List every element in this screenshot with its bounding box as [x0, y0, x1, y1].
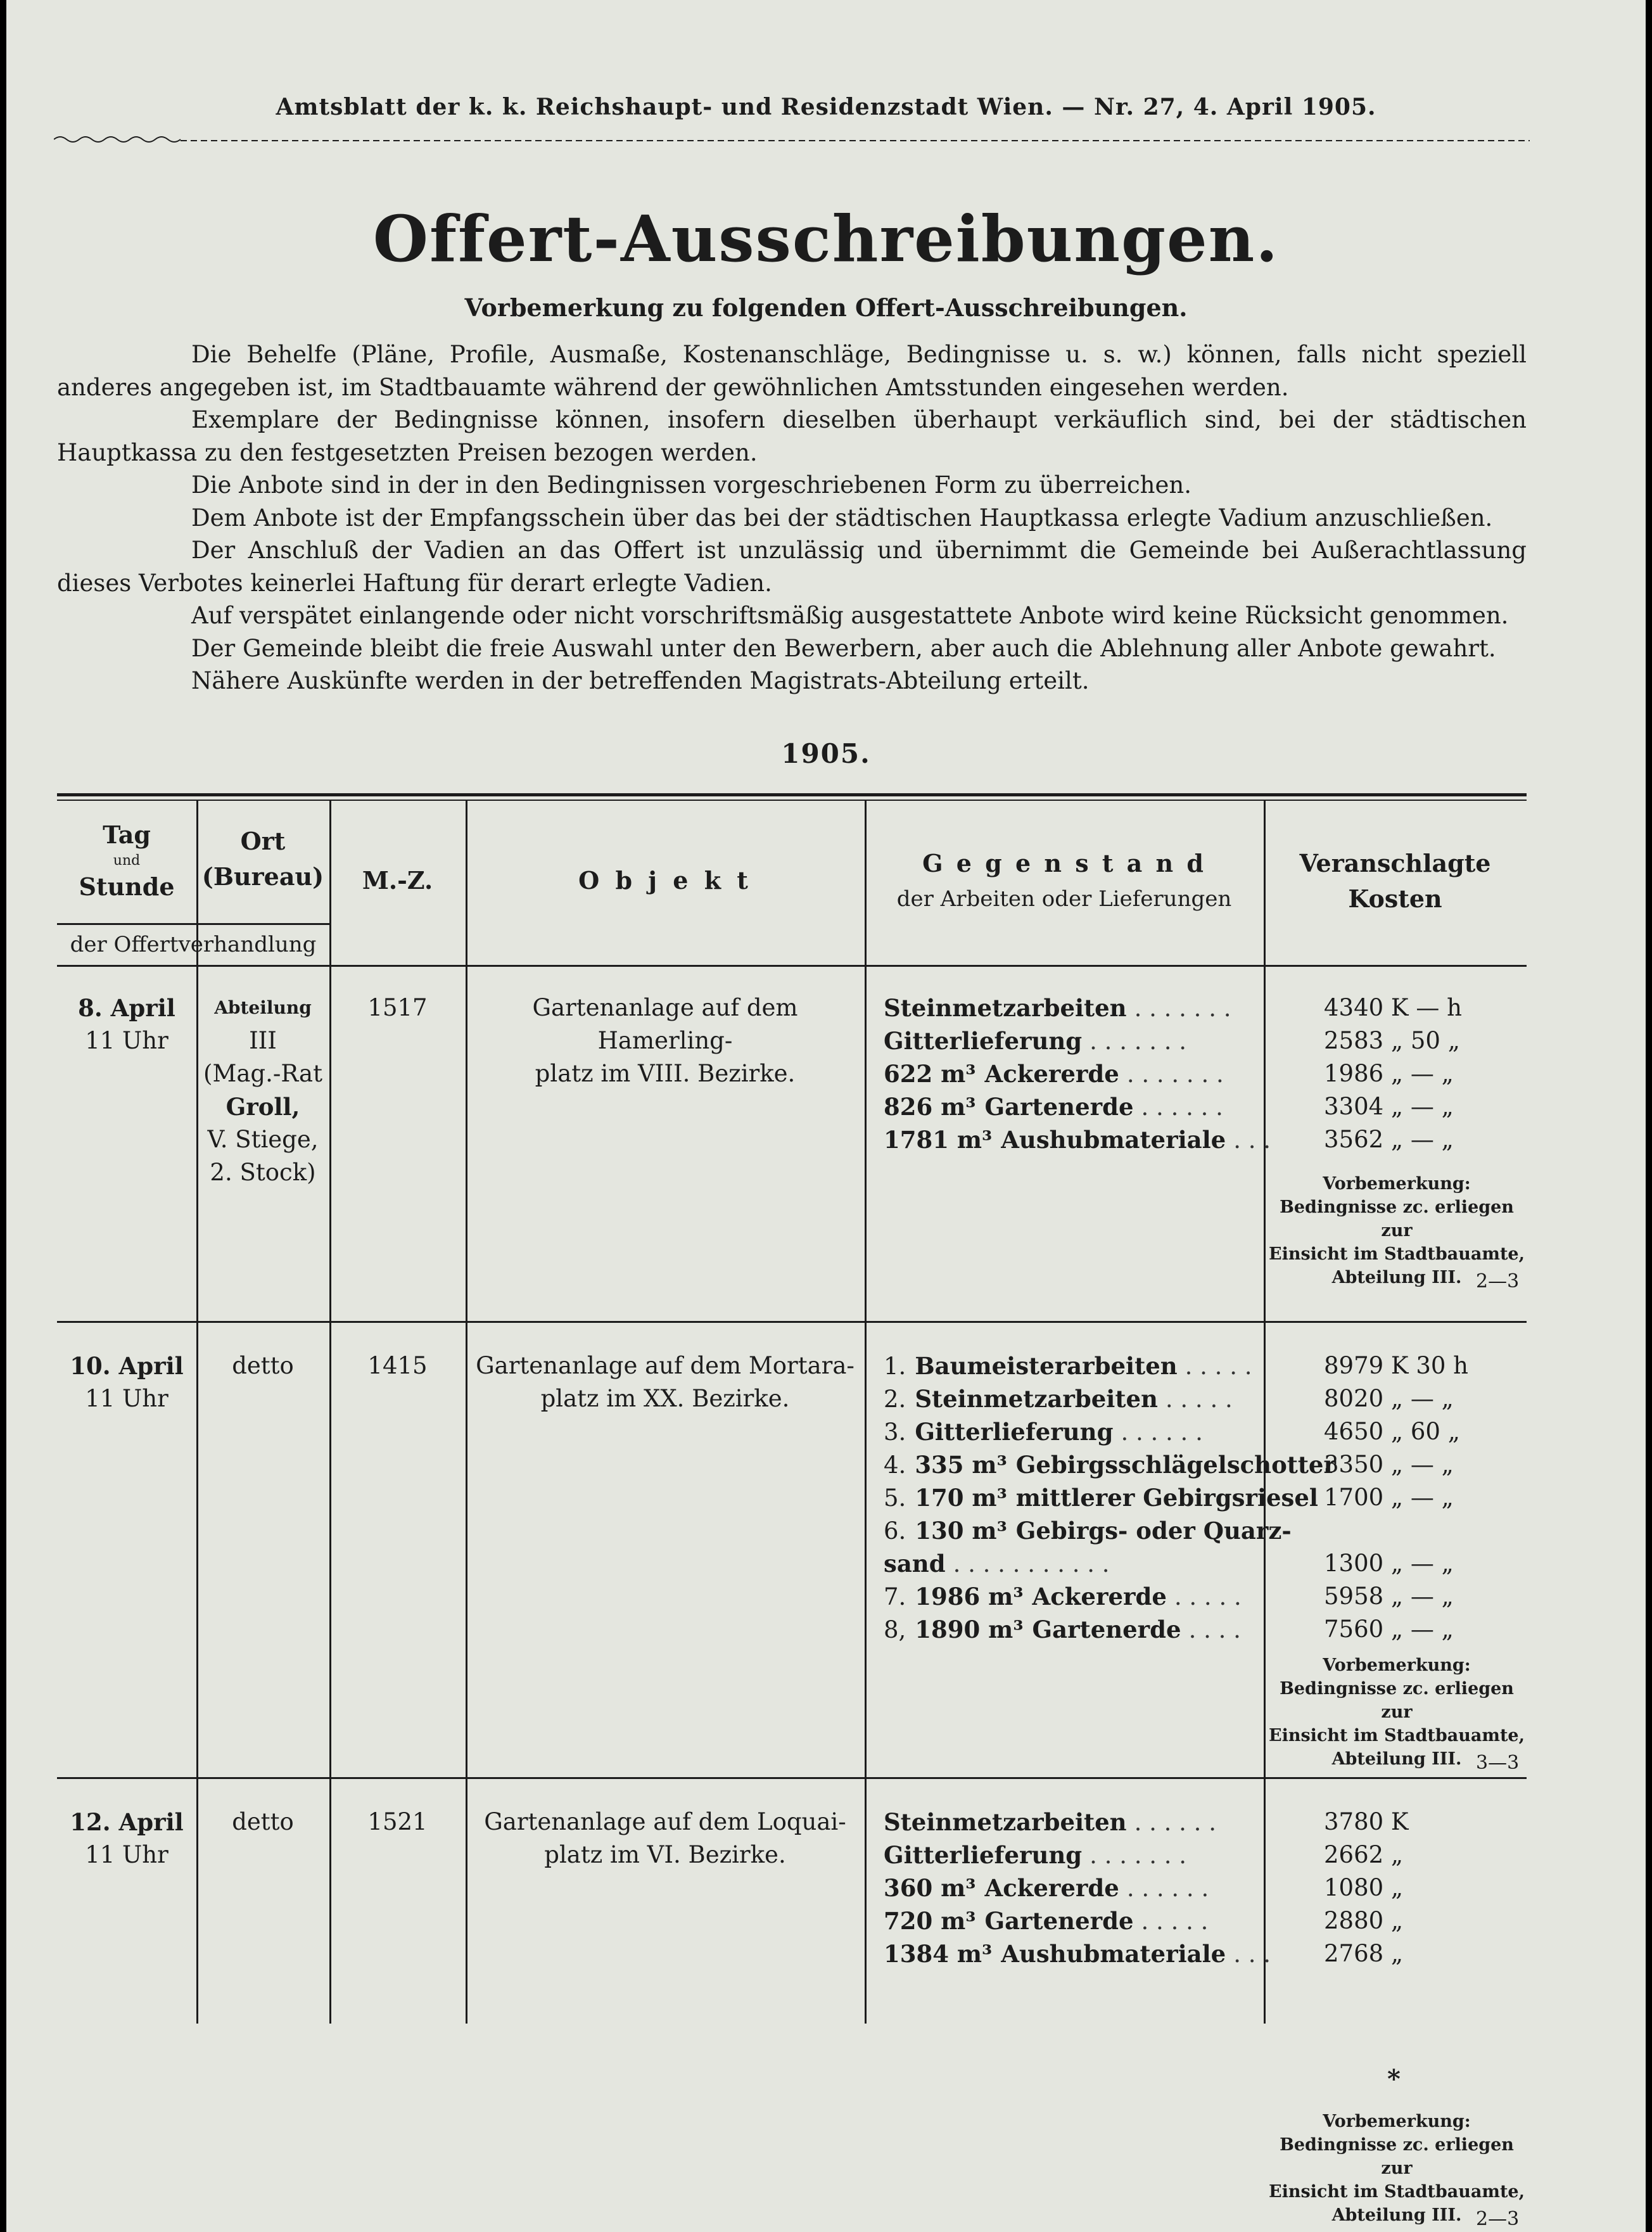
- ort-line: (Mag.-Rat: [203, 1060, 322, 1087]
- wavy-rule: [54, 127, 1530, 152]
- item-line: [884, 1872, 1264, 1904]
- item-quantity: 360 m³: [884, 1874, 976, 1902]
- cost-value: 3562 „ — „: [1324, 1126, 1454, 1153]
- note-line: Vorbemerkung:: [1323, 1655, 1471, 1675]
- ort-line: Groll,: [226, 1093, 300, 1121]
- item-quantity: 720 m³: [884, 1907, 976, 1935]
- header-kosten: [1264, 846, 1527, 917]
- objekt-cell: [466, 1806, 865, 1872]
- item-number: 5.: [884, 1484, 906, 1512]
- objekt-line: platz im VIII. Bezirke.: [535, 1060, 796, 1087]
- note-line: Vorbemerkung:: [1323, 2112, 1471, 2131]
- cost-value: 3780 K: [1324, 1808, 1409, 1835]
- item-quantity: 170 m³: [915, 1484, 1007, 1512]
- offer-code: 3—3: [1476, 1752, 1520, 1774]
- date-text: 10. April: [70, 1352, 184, 1380]
- cost-value: 1080 „: [1324, 1874, 1404, 1901]
- item-name: Aushubmateriale: [1001, 1940, 1226, 1968]
- item-name: Gartenerde: [984, 1093, 1134, 1121]
- item-name: Aushubmateriale: [1001, 1126, 1226, 1154]
- item-name: Gebirgs- oder Quarz-: [1015, 1517, 1292, 1545]
- item-name: Ackererde: [1032, 1583, 1167, 1610]
- item-line: [884, 1547, 1264, 1580]
- kosten-cell: [1299, 992, 1508, 1156]
- item-quantity: 1781 m³: [884, 1126, 993, 1154]
- item-line: [884, 1904, 1264, 1937]
- item-dots: . . . . .: [1165, 1386, 1233, 1413]
- item-quantity: 826 m³: [884, 1093, 976, 1121]
- item-line: [884, 992, 1264, 1024]
- date-text: 12. April: [70, 1808, 184, 1836]
- item-dots: . . . .: [1188, 1616, 1241, 1643]
- objekt-line: platz im XX. Bezirke.: [540, 1385, 790, 1412]
- cost-value: 3304 „ — „: [1324, 1093, 1454, 1120]
- item-dots: . . . . .: [1174, 1583, 1242, 1610]
- item-dots: . . . . . .: [1121, 1419, 1203, 1446]
- header-gegenstand-label: G e g e n s t a n d: [922, 849, 1206, 877]
- cost-value: 1300 „ — „: [1324, 1550, 1454, 1577]
- cost-value: 1700 „ — „: [1324, 1484, 1454, 1511]
- cost-value: 2583 „ 50 „: [1324, 1027, 1460, 1054]
- item-line: [884, 1514, 1292, 1547]
- date-cell: [57, 1806, 196, 1872]
- cost-value: 2880 „: [1324, 1907, 1404, 1934]
- item-number: 4.: [884, 1451, 906, 1479]
- header-gegenstand: [865, 846, 1264, 917]
- item-line: [884, 1806, 1264, 1839]
- item-dots: . . .: [1233, 1941, 1271, 1968]
- mz-cell: 1415: [367, 1352, 428, 1379]
- date-text: 8. April: [78, 994, 175, 1022]
- cost-value: 8979 K 30 h: [1324, 1352, 1468, 1379]
- item-dots: . . . . . . .: [1090, 1842, 1187, 1869]
- intro-paragraph: Die Behelfe (Pläne, Profile, Ausmaße, Kostenanschläge, Bedingnisse u. s. w.) können, falls nicht speziell anderes angegeben ist, im Stadtbauamte während der gewöhnlichen Amtsstunden eingesehen werden.: [57, 341, 1527, 401]
- item-number: 6.: [884, 1517, 906, 1545]
- item-number: 7.: [884, 1583, 906, 1610]
- intro-paragraph: Nähere Auskünfte werden in der betreffenden Magistrats-Abteilung erteilt.: [191, 667, 1090, 694]
- table-top-rule-thin: [57, 800, 1527, 801]
- item-number: 1.: [884, 1353, 906, 1380]
- header-stunde-label: Stunde: [79, 872, 175, 901]
- gegenstand-cell: [884, 992, 1271, 1156]
- note-line: Einsicht im Stadtbauamte,: [1268, 1244, 1525, 1264]
- cost-value: 4340 K — h: [1324, 994, 1462, 1021]
- note-line: Abteilung III.: [1331, 1268, 1462, 1287]
- note-line: Bedingnisse zc. erliegen zur: [1280, 1197, 1514, 1240]
- item-name: mittlerer Gebirgsriesel: [1015, 1484, 1318, 1512]
- item-name: Ackererde: [984, 1874, 1119, 1902]
- cost-value: [1299, 1514, 1508, 1547]
- kosten-cell: [1299, 1806, 1508, 1970]
- col-divider: [1264, 801, 1266, 2024]
- item-name: Gitterlieferung: [884, 1027, 1083, 1055]
- item-name: Gartenerde: [984, 1907, 1134, 1935]
- note-line: Vorbemerkung:: [1323, 1174, 1471, 1194]
- item-name: Steinmetzarbeiten: [915, 1385, 1158, 1413]
- ort-cell: [196, 992, 329, 1189]
- objekt-line: Gartenanlage auf dem Hamerling-: [532, 994, 798, 1054]
- header-kosten-label: Veranschlagte: [1299, 849, 1491, 877]
- intro-text: [57, 338, 1527, 698]
- item-number: 8,: [884, 1616, 906, 1643]
- item-line: [884, 1613, 1264, 1646]
- table-top-rule: [57, 793, 1527, 796]
- header-kosten-label2: Kosten: [1348, 884, 1442, 913]
- item-name: Gitterlieferung: [884, 1841, 1083, 1869]
- page: [6, 0, 1646, 2232]
- header-sub-rule: [57, 923, 329, 925]
- note-line: Abteilung III.: [1331, 1749, 1462, 1769]
- intro-paragraph: Die Anbote sind in der in den Bedingnissen vorgeschriebenen Form zu überreichen.: [191, 471, 1191, 499]
- item-dots: . . . . .: [1185, 1353, 1252, 1380]
- item-line: [884, 1448, 1336, 1481]
- ort-line: detto: [232, 1352, 294, 1379]
- offer-code: 2—3: [1476, 1270, 1520, 1292]
- mz-cell: 1517: [367, 994, 428, 1021]
- header-gegenstand-sub: der Arbeiten oder Lieferungen: [896, 886, 1232, 912]
- ort-line: detto: [232, 1808, 294, 1835]
- item-dots: . . . . . .: [1134, 1809, 1216, 1836]
- date-cell: [57, 992, 196, 1057]
- ort-line: III: [249, 1027, 277, 1054]
- cost-value: 2768 „: [1324, 1940, 1404, 1967]
- item-name: Gitterlieferung: [915, 1418, 1114, 1446]
- cost-value: 5958 „ — „: [1324, 1583, 1454, 1610]
- header-objekt: O b j e k t: [578, 866, 752, 895]
- objekt-line: Gartenanlage auf dem Mortara-: [476, 1352, 855, 1379]
- item-name: Gebirgsschlägelschotter: [1015, 1451, 1336, 1479]
- kosten-cell: [1299, 1349, 1508, 1646]
- subtitle: Vorbemerkung zu folgenden Offert-Ausschreibungen.: [464, 293, 1188, 322]
- header-mz: M.-Z.: [362, 866, 433, 895]
- item-line: [884, 1415, 1264, 1448]
- note-line: Abteilung III.: [1331, 2205, 1462, 2225]
- item-quantity: 1986 m³: [915, 1583, 1024, 1610]
- header-bureau-label: (Bureau): [201, 862, 324, 891]
- mz-cell: 1521: [367, 1808, 428, 1835]
- item-dots: . . . . .: [1141, 1908, 1209, 1935]
- table-header-rule: [57, 965, 1527, 967]
- objekt-line: Gartenanlage auf dem Loquai-: [484, 1808, 846, 1835]
- cost-value: 4650 „ 60 „: [1324, 1418, 1460, 1445]
- intro-paragraph: Auf verspätet einlangende oder nicht vorschriftsmäßig ausgestattete Anbote wird keine Rücksicht genommen.: [191, 602, 1509, 629]
- row-separator: [57, 1777, 1527, 1779]
- header-tag: [57, 817, 196, 905]
- item-line: [884, 1937, 1271, 1970]
- col-divider: [196, 801, 198, 2024]
- ort-line: V. Stiege,: [207, 1126, 319, 1153]
- item-dots: . . . . . .: [1141, 1094, 1223, 1121]
- header-ort-label: Ort: [240, 827, 286, 855]
- objekt-cell: [466, 992, 865, 1090]
- year-heading: 1905.: [781, 738, 871, 769]
- item-line: [884, 1349, 1264, 1382]
- item-line: [884, 1481, 1318, 1514]
- intro-paragraph: Exemplare der Bedingnisse können, insofern dieselben überhaupt verkäuflich sind, bei der städtischen Hauptkassa zu den festgesetzten Preisen bezogen werden.: [57, 406, 1527, 466]
- item-line: [884, 1057, 1264, 1090]
- gegenstand-cell: [884, 1349, 1336, 1646]
- item-dots: . . . . . . .: [1126, 1061, 1224, 1088]
- note-line: Einsicht im Stadtbauamte,: [1268, 1726, 1525, 1745]
- row-separator: [57, 1321, 1527, 1323]
- footer-mark: *: [1387, 2064, 1401, 2094]
- cost-value: 8020 „ — „: [1324, 1385, 1454, 1412]
- item-name: Steinmetzarbeiten: [884, 994, 1127, 1022]
- item-quantity: 1890 m³: [915, 1616, 1024, 1643]
- item-line: [884, 1382, 1264, 1415]
- item-number: 2.: [884, 1386, 906, 1413]
- ort-cell: [196, 1806, 329, 1839]
- col-divider: [865, 801, 867, 2024]
- item-name: Gartenerde: [1032, 1616, 1181, 1643]
- item-line: [884, 1839, 1264, 1872]
- item-dots: . . . . . . . . . . .: [953, 1550, 1110, 1578]
- item-line: [884, 1580, 1264, 1613]
- item-dots: . . . . . .: [1126, 1875, 1209, 1902]
- date-cell: [57, 1349, 196, 1415]
- objekt-line: platz im VI. Bezirke.: [544, 1841, 786, 1868]
- header-tag-label: Tag: [103, 820, 151, 849]
- item-quantity: 622 m³: [884, 1060, 976, 1088]
- item-dots: . . . . . . .: [1090, 1028, 1187, 1055]
- item-name: Steinmetzarbeiten: [884, 1808, 1127, 1836]
- item-quantity: 335 m³: [915, 1451, 1007, 1479]
- running-header: Amtsblatt der k. k. Reichshaupt- und Residenzstadt Wien. — Nr. 27, 4. April 1905.: [276, 94, 1376, 120]
- item-quantity: 1384 m³: [884, 1940, 993, 1968]
- cost-value: 2662 „: [1324, 1841, 1404, 1868]
- intro-paragraph: Der Anschluß der Vadien an das Offert ist unzulässig und übernimmt die Gemeinde bei Außerachtlassung dieses Verbotes keinerlei Haftung für derart erlegte Vadien.: [57, 537, 1527, 597]
- item-dots: . . . . . . .: [1134, 995, 1231, 1022]
- cost-value: 1986 „ — „: [1324, 1060, 1454, 1087]
- page-title: Offert-Ausschreibungen.: [372, 201, 1280, 276]
- cost-value: 7560 „ — „: [1324, 1616, 1454, 1643]
- item-line: [884, 1090, 1264, 1123]
- intro-paragraph: Der Gemeinde bleibt die freie Auswahl unter den Bewerbern, aber auch die Ablehnung aller Anbote gewahrt.: [191, 634, 1496, 662]
- note-line: Bedingnisse zc. erliegen zur: [1280, 1679, 1514, 1722]
- item-line: [884, 1123, 1271, 1156]
- gegenstand-cell: [884, 1806, 1271, 1970]
- item-line: [884, 1024, 1264, 1057]
- ort-line: Abteilung: [214, 997, 312, 1018]
- time-text: 11 Uhr: [85, 1841, 168, 1868]
- ort-cell: [196, 1349, 329, 1382]
- item-name: Baumeisterarbeiten: [915, 1352, 1178, 1380]
- note-line: Bedingnisse zc. erliegen zur: [1280, 2135, 1514, 2178]
- time-text: 11 Uhr: [85, 1027, 168, 1054]
- item-quantity: 130 m³: [915, 1517, 1007, 1545]
- item-name: sand: [884, 1550, 946, 1578]
- header-ort: [196, 824, 329, 895]
- item-dots: . . .: [1233, 1126, 1271, 1154]
- cost-value: 3350 „ — „: [1324, 1451, 1454, 1478]
- objekt-cell: [466, 1349, 865, 1415]
- offer-code: 2—3: [1476, 2208, 1520, 2230]
- item-name: Ackererde: [984, 1060, 1119, 1088]
- col-divider: [329, 801, 331, 2024]
- ort-line: 2. Stock): [210, 1159, 316, 1186]
- header-offert: der Offertverhandlung: [70, 932, 317, 957]
- item-number: 3.: [884, 1419, 906, 1446]
- header-und-label: und: [113, 853, 141, 869]
- note-line: Einsicht im Stadtbauamte,: [1268, 2182, 1525, 2202]
- intro-paragraph: Dem Anbote ist der Empfangsschein über das bei der städtischen Hauptkassa erlegte Vadium anzuschließen.: [191, 504, 1493, 532]
- time-text: 11 Uhr: [85, 1385, 168, 1412]
